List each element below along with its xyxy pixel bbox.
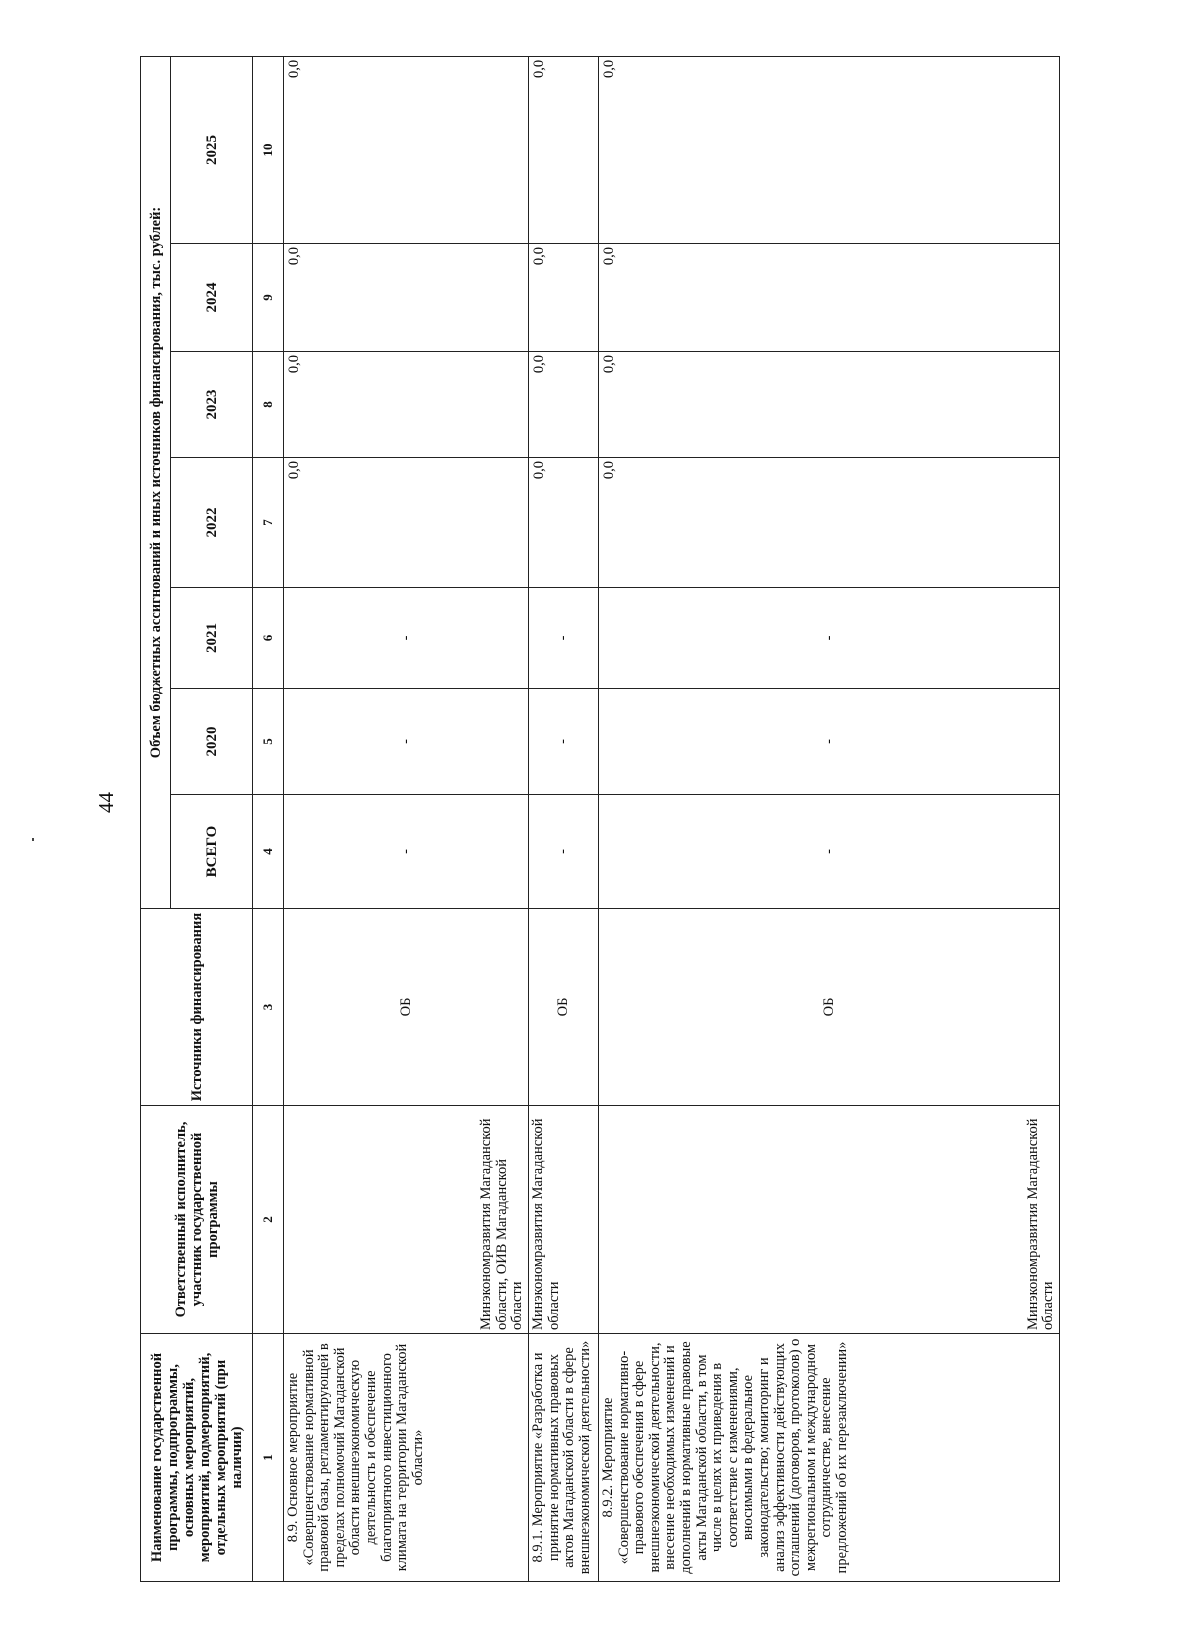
- table-row: [284, 56, 529, 1581]
- row-value-2023: 0,0: [529, 352, 599, 458]
- table-row: [599, 56, 1060, 1581]
- header-year-2020: 2020: [171, 689, 253, 795]
- row-value-2021: -: [529, 588, 599, 689]
- row-total: -: [529, 795, 599, 909]
- row-value-2022: 0,0: [284, 458, 529, 588]
- header-total: ВСЕГО: [171, 795, 253, 909]
- row-responsible: Минэкономразвития Магаданской области: [599, 1106, 1060, 1334]
- column-number: 8: [253, 352, 284, 458]
- column-number: 6: [253, 588, 284, 689]
- row-source: ОБ: [529, 909, 599, 1106]
- header-name: Наименование государственной программы, подпрограммы, основных мероприятий, мероприятий, подмероприятий, отдельных мероприятий (при наличии): [141, 1334, 253, 1582]
- header-year-2023: 2023: [171, 352, 253, 458]
- column-number: 5: [253, 689, 284, 795]
- header-year-2024: 2024: [171, 244, 253, 352]
- budget-table: [140, 56, 1060, 1582]
- column-number: 10: [253, 56, 284, 243]
- row-source: ОБ: [284, 909, 529, 1106]
- row-value-2020: -: [529, 689, 599, 795]
- row-value-2022: 0,0: [599, 458, 1060, 588]
- row-source: ОБ: [599, 909, 1060, 1106]
- header-year-2025: 2025: [171, 56, 253, 243]
- row-value-2024: 0,0: [599, 244, 1060, 352]
- row-value-2020: -: [284, 689, 529, 795]
- row-value-2025: 0,0: [599, 56, 1060, 243]
- row-value-2024: 0,0: [284, 244, 529, 352]
- row-value-2021: -: [599, 588, 1060, 689]
- header-responsible: Ответственный исполнитель, участник государственной программы: [141, 1106, 253, 1334]
- scan-speck: [32, 838, 34, 841]
- header-volume: Объем бюджетных ассигнований и иных источников финансирования, тыс. рублей:: [141, 56, 171, 908]
- row-responsible: Минэкономразвития Магаданской области: [529, 1106, 599, 1334]
- row-value-2025: 0,0: [529, 56, 599, 243]
- header-sources: Источники финансирования: [141, 909, 253, 1106]
- row-value-2020: -: [599, 689, 1060, 795]
- row-value-2025: 0,0: [284, 56, 529, 243]
- column-number: 2: [253, 1106, 284, 1334]
- rotated-table-container: [140, 57, 1060, 1582]
- row-value-2023: 0,0: [284, 352, 529, 458]
- header-year-2021: 2021: [171, 588, 253, 689]
- column-number: 7: [253, 458, 284, 588]
- header-year-2022: 2022: [171, 458, 253, 588]
- row-total: -: [284, 795, 529, 909]
- row-responsible: Минэкономразвития Магаданской области, ОИВ Магаданской области: [284, 1106, 529, 1334]
- page-number: 44: [94, 792, 118, 813]
- row-total: -: [599, 795, 1060, 909]
- row-value-2022: 0,0: [529, 458, 599, 588]
- row-name: 8.9. Основное мероприятие «Совершенствование нормативной правовой базы, регламентирующей в пределах полномочий Магаданской области внешнеэкономическую деятельность и обеспечение благоприятного инвестиционного климата на территории Магаданской области»: [284, 1334, 529, 1582]
- row-value-2024: 0,0: [529, 244, 599, 352]
- row-name: 8.9.2. Мероприятие «Совершенствование нормативно-правового обеспечения в сфере внешнеэкономической деятельности, внесение необходимых изменений и дополнений в нормативные правовые акты Магаданской области, в том числе в целях их приведения в соответствие с изменениями, вносимыми в федеральное законодательство; мониторинг и анализ эффективности действующих соглашений (договоров, протоколов) о межрегиональном и международном сотрудничестве, внесение предложений об их перезаключении»: [599, 1334, 1060, 1582]
- column-number: 3: [253, 909, 284, 1106]
- column-numbers-row: [253, 56, 284, 1581]
- row-value-2023: 0,0: [599, 352, 1060, 458]
- column-number: 9: [253, 244, 284, 352]
- column-number: 4: [253, 795, 284, 909]
- row-value-2021: -: [284, 588, 529, 689]
- column-number: 1: [253, 1334, 284, 1582]
- row-name: 8.9.1. Мероприятие «Разработка и принятие нормативных правовых актов Магаданской области в сфере внешнеэкономической деятельности»: [529, 1334, 599, 1582]
- table-row: [529, 56, 599, 1581]
